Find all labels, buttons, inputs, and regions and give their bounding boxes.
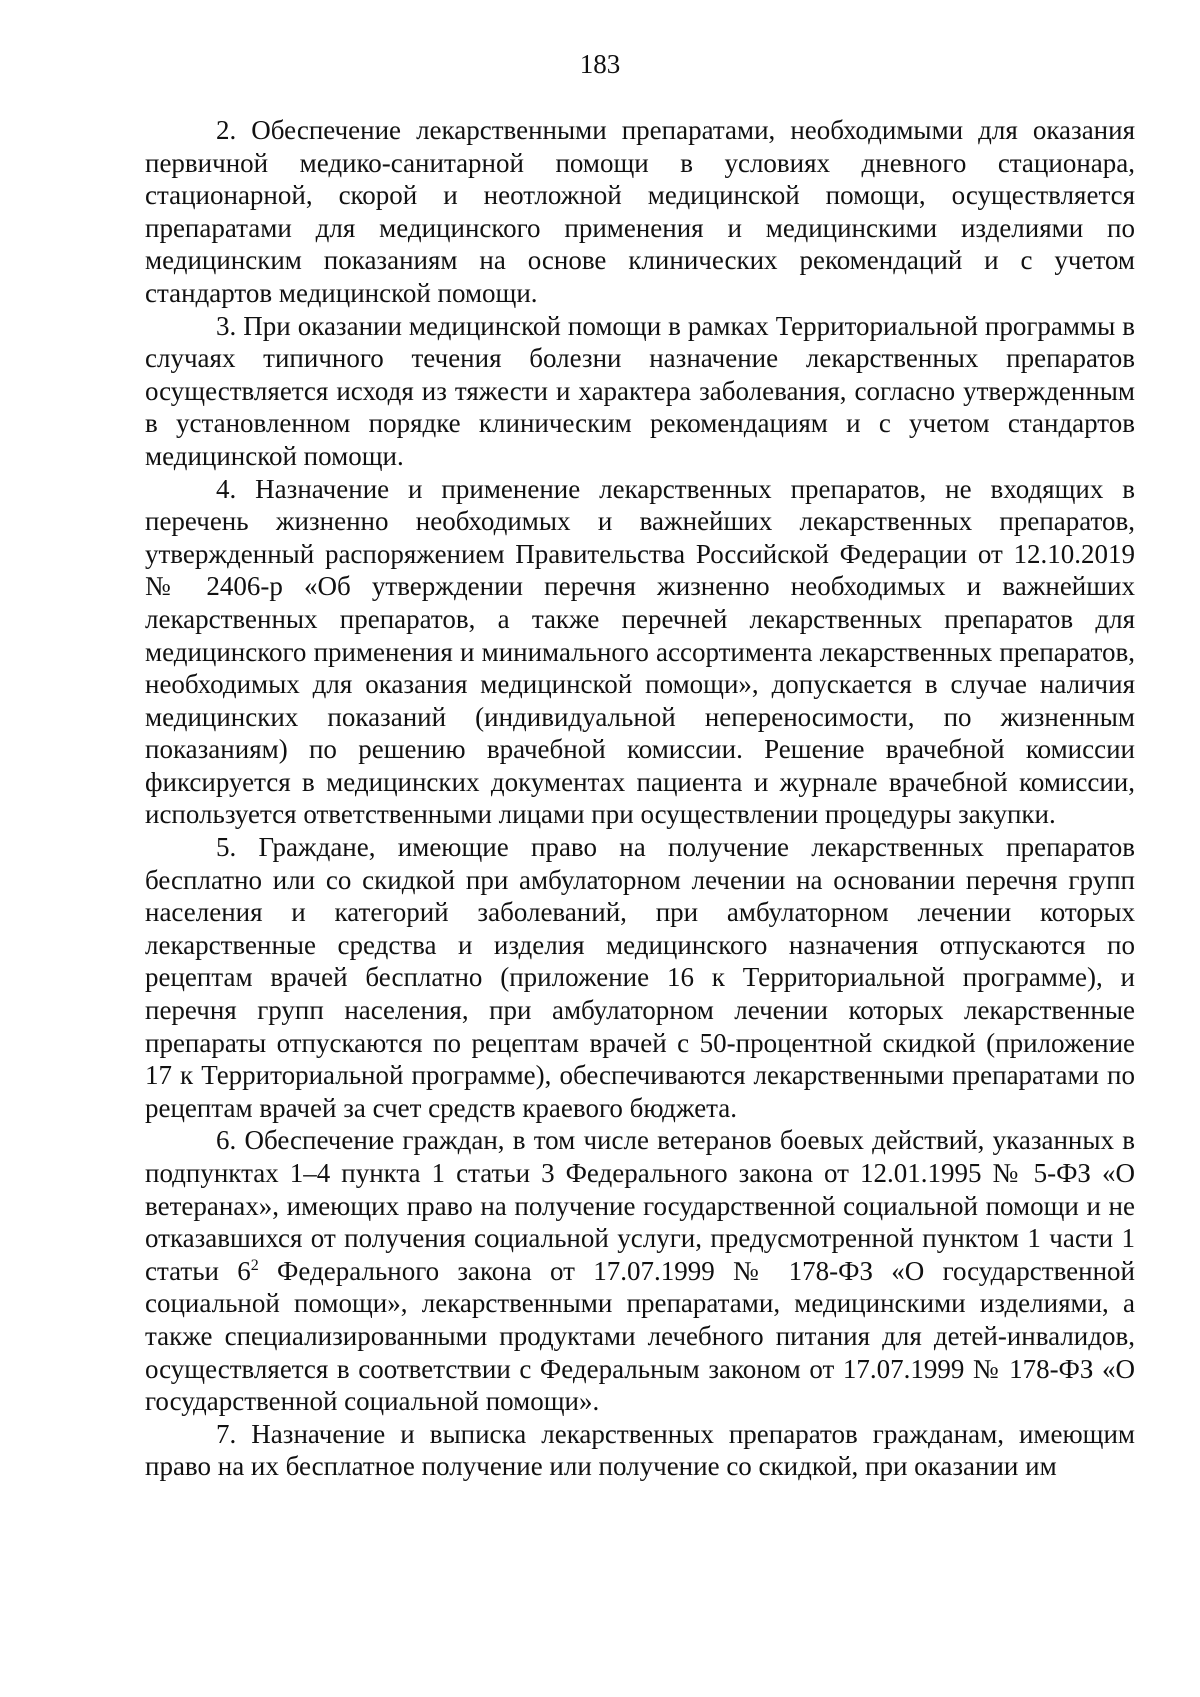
paragraph-6-superscript: 2: [250, 1256, 259, 1274]
document-body: [145, 114, 1135, 1483]
paragraph-6-text-after-superscript: Федерального закона от 17.07.1999 № 178-ФЗ «О государственной социальной помощи», лекарственными препаратами, медицинскими изделиями, а также специализированными продуктами лечебного питания для детей-инвалидов, осуществляется в соответствии с Федеральным законом от 17.07.1999 № 178-ФЗ «О государственной социальной помощи».: [145, 1255, 1135, 1417]
paragraph-6: [145, 1124, 1135, 1417]
paragraph-6-text-before-superscript: 6. Обеспечение граждан, в том числе ветеранов боевых действий, указанных в подпунктах 1–4 пункта 1 статьи 3 Федерального закона от 12.01.1995 № 5-ФЗ «О ветеранах», имеющих право на получение государственной социальной помощи и не отказавшихся от получения социальной услуги, предусмотренной пунктом 1 части 1 статьи 6: [145, 1125, 1135, 1286]
paragraph-4: 4. Назначение и применение лекарственных препаратов, не входящих в перечень жизненно необходимых и важнейших лекарственных препаратов, утвержденный распоряжением Правительства Российской Федерации от 12.10.2019 № 2406-р «Об утверждении перечня жизненно необходимых и важнейших лекарственных препаратов, а также перечней лекарственных препаратов для медицинского применения и минимального ассортимента лекарственных препаратов, необходимых для оказания медицинской помощи», допускается в случае наличия медицинских показаний (индивидуальной непереносимости, по жизненным показаниям) по решению врачебной комиссии. Решение врачебной комиссии фиксируется в медицинских документах пациента и журнале врачебной комиссии, используется ответственными лицами при осуществлении процедуры закупки.: [145, 473, 1135, 830]
page-number: 183: [579, 49, 621, 79]
paragraph-3: 3. При оказании медицинской помощи в рамках Территориальной программы в случаях типичного течения болезни назначение лекарственных препаратов осуществляется исходя из тяжести и характера заболевания, согласно утвержденным в установленном порядке клиническим рекомендациям и с учетом стандартов медицинской помощи.: [145, 310, 1135, 471]
paragraph-7: 7. Назначение и выписка лекарственных препаратов гражданам, имеющим право на их бесплатное получение или получение со скидкой, при оказании им: [145, 1418, 1135, 1482]
paragraph-5: 5. Граждане, имеющие право на получение лекарственных препаратов бесплатно или со скидкой при амбулаторном лечении на основании перечня групп населения и категорий заболеваний, при амбулаторном лечении которых лекарственные средства и изделия медицинского назначения отпускаются по рецептам врачей бесплатно (приложение 16 к Территориальной программе), и перечня групп населения, при амбулаторном лечении которых лекарственные препараты отпускаются по рецептам врачей с 50-процентной скидкой (приложение 17 к Территориальной программе), обеспечиваются лекарственными препаратами по рецептам врачей за счет средств краевого бюджета.: [145, 832, 1135, 1123]
paragraph-2: 2. Обеспечение лекарственными препаратами, необходимыми для оказания первичной медико-санитарной помощи в условиях дневного стационара, стационарной, скорой и неотложной медицинской помощи, осуществляется препаратами для медицинского применения и медицинскими изделиями по медицинским показаниям на основе клинических рекомендаций и с учетом стандартов медицинской помощи.: [145, 115, 1135, 308]
